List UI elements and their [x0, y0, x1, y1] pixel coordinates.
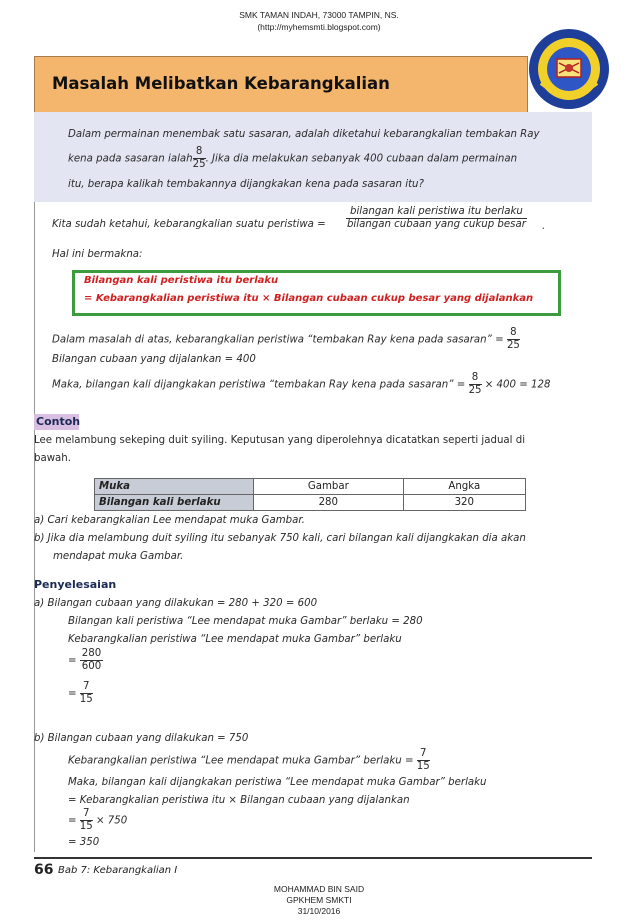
definition-tail: . — [542, 221, 546, 232]
penyelesaian-label: Penyelesaian — [34, 578, 117, 591]
solution-b-fraction-1 — [417, 748, 430, 773]
solution-a-step-2 — [68, 681, 93, 706]
application-line-1 — [52, 327, 612, 352]
author-org: GPKHEM SMKTI — [286, 895, 352, 905]
application-fraction-2 — [469, 372, 482, 397]
frac-num: 7 — [80, 808, 93, 821]
solution-b-line-1: b) Bilangan cubaan yang dilakukan = 750 — [34, 733, 249, 744]
coin-table — [94, 478, 526, 511]
question-line-2-post: . Jika dia melakukan sebanyak 400 cubaan dalam permainan — [205, 153, 518, 165]
frac-den: 25 — [192, 159, 206, 170]
table-cell: Gambar — [254, 479, 404, 495]
solution-b-line-2 — [68, 748, 608, 773]
definition-fraction — [346, 206, 527, 231]
table-cell: Bilangan kali berlaku — [95, 495, 254, 511]
table-cell: 320 — [403, 495, 525, 511]
solution-b-line-3: Maka, bilangan kali dijangkakan peristiwa “Lee mendapat muka Gambar” berlaku — [68, 777, 487, 788]
frac-num: 7 — [417, 748, 430, 761]
frac-den: 15 — [79, 821, 93, 832]
frac-den: 15 — [416, 761, 430, 772]
application-line-1-text: Dalam masalah di atas, kebarangkalian peristiwa “tembakan Ray kena pada sasaran” = — [52, 334, 504, 346]
document-date: 31/10/2016 — [297, 906, 341, 916]
solution-a-step-1 — [68, 648, 103, 673]
frac-den: 25 — [468, 385, 482, 396]
frac-num: 8 — [469, 372, 482, 385]
question-line-2-pre: kena pada sasaran ialah — [68, 153, 193, 165]
table-cell: 280 — [254, 495, 404, 511]
frac-num: 8 — [507, 327, 520, 340]
table-cell: Angka — [403, 479, 525, 495]
page-title: Masalah Melibatkan Kebarangkalian — [52, 74, 390, 93]
contoh-intro-1: Lee melambung sekeping duit syiling. Keputusan yang diperolehnya dicatatkan seperti jadual di — [34, 435, 526, 446]
equals-sign: = — [68, 655, 77, 667]
table-row — [95, 495, 526, 511]
solution-b-line-6: = 350 — [68, 837, 100, 848]
solution-a-line-2: Bilangan kali peristiwa “Lee mendapat muka Gambar” berlaku = 280 — [68, 616, 423, 627]
author-name: MOHAMMAD BIN SAID — [273, 884, 365, 894]
chapter-label: Bab 7: Kebarangkalian I — [58, 865, 178, 876]
solution-a-line-1: a) Bilangan cubaan yang dilakukan = 280 + 320 = 600 — [34, 598, 318, 609]
definition-lead: Kita sudah ketahui, kebarangkalian suatu peristiwa = — [52, 219, 326, 230]
school-header: SMK TAMAN INDAH, 73000 TAMPIN, NS. — [239, 10, 399, 20]
solution-a-fraction-2 — [80, 681, 93, 706]
contoh-intro-2: bawah. — [34, 453, 71, 464]
definition-den: bilangan cubaan yang cukup besar — [346, 219, 526, 230]
school-emblem-icon — [527, 27, 611, 111]
table-row — [95, 479, 526, 495]
rule-line-1: Bilangan kali peristiwa itu berlaku — [84, 275, 279, 286]
solution-b-line-5-post: × 750 — [96, 815, 128, 827]
question-line-2 — [68, 146, 578, 168]
frac-den: 15 — [79, 694, 93, 705]
frac-num: 8 — [193, 146, 206, 159]
solution-b-line-4: = Kebarangkalian peristiwa itu × Bilangan cubaan yang dijalankan — [68, 795, 410, 806]
contoh-question-b-1: b) Jika dia melambung duit syiling itu sebanyak 750 kali, cari bilangan kali dijangkakan dia akan — [34, 533, 526, 544]
page-number: 66 — [34, 862, 54, 878]
rule-line-2: = Kebarangkalian peristiwa itu × Bilangan cubaan cukup besar yang dijalankan — [84, 293, 534, 304]
solution-a-line-3: Kebarangkalian peristiwa “Lee mendapat muka Gambar” berlaku — [68, 634, 402, 645]
application-line-3 — [52, 372, 612, 397]
question-fraction — [193, 146, 206, 171]
application-line-2: Bilangan cubaan yang dijalankan = 400 — [52, 354, 256, 365]
equals-sign: = — [68, 688, 77, 700]
frac-num: 7 — [80, 681, 93, 694]
contoh-question-a: a) Cari kebarangkalian Lee mendapat muka Gambar. — [34, 515, 305, 526]
contoh-label: Contoh — [36, 415, 81, 428]
blog-url[interactable]: (http://myhemsmti.blogspot.com) — [257, 22, 381, 32]
definition-num: bilangan kali peristiwa itu berlaku — [346, 206, 527, 219]
question-line-3: itu, berapa kalikah tembakannya dijangkakan kena pada sasaran itu? — [68, 179, 424, 190]
frac-den: 600 — [81, 661, 102, 672]
definition-meaning: Hal ini bermakna: — [52, 249, 143, 260]
application-line-3-pre: Maka, bilangan kali dijangkakan peristiwa “tembakan Ray kena pada sasaran” = — [52, 379, 466, 391]
solution-b-line-2-text: Kebarangkalian peristiwa “Lee mendapat muka Gambar” berlaku = — [68, 755, 414, 767]
solution-b-fraction-2 — [80, 808, 93, 833]
frac-num: 280 — [81, 648, 102, 659]
solution-b-line-5 — [68, 808, 127, 833]
application-line-3-post: × 400 = 128 — [484, 379, 551, 391]
footer-divider — [34, 857, 592, 859]
equals-sign: = — [68, 815, 77, 827]
application-fraction-1 — [507, 327, 520, 352]
table-cell: Muka — [95, 479, 254, 495]
frac-den: 25 — [506, 340, 520, 351]
solution-a-fraction-1 — [80, 648, 103, 673]
question-line-1: Dalam permainan menembak satu sasaran, adalah diketahui kebarangkalian tembakan Ray — [68, 129, 540, 140]
contoh-question-b-2: mendapat muka Gambar. — [53, 551, 184, 562]
